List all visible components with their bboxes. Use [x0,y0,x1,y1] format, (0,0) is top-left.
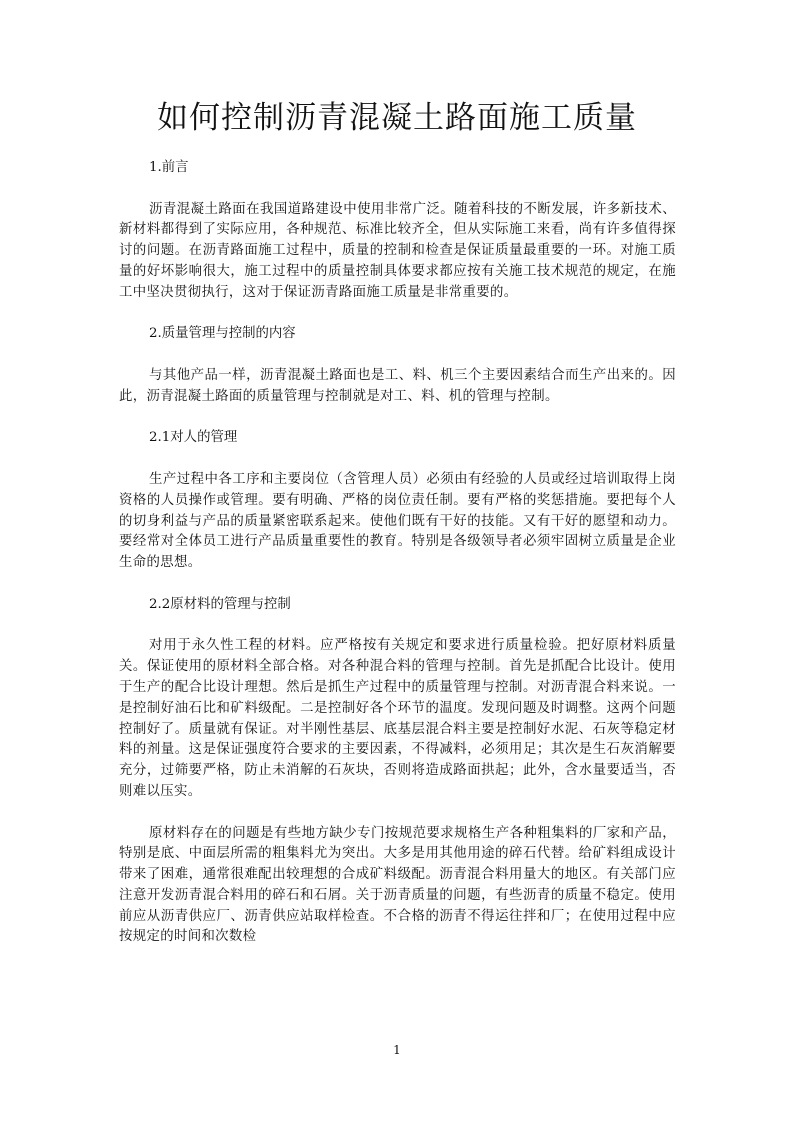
paragraph-materials-issues: 原材料存在的问题是有些地方缺少专门按规范要求规格生产各种粗集料的厂家和产品，特别是底、中面层所需的粗集料尤为突出。大多是用其他用途的碎石代替。给矿料组成设计带来了困难，通常很难配出较理想的合成矿料级配。沥青混合料用量大的地区。有关部门应注意开发沥青混合料用的碎石和石屑。关于沥青质量的问题，有些沥青的质量不稳定。使用前应从沥青供应厂、沥青供应站取样检查。不合格的沥青不得运往拌和厂；在使用过程中应按规定的时间和次数检 [119,825,676,945]
document-body [119,158,676,948]
paragraph-quality-management: 与其他产品一样，沥青混凝土路面也是工、料、机三个主要因素结合而生产出来的。因此，沥青混凝土路面的质量管理与控制就是对工、料、机的管理与控制。 [119,367,676,404]
section-heading-personnel: 2.1对人的管理 [149,430,238,446]
page-title: 如何控制沥青混凝土路面施工质量 [157,100,637,136]
page-number: 1 [393,1043,401,1057]
paragraph-personnel: 生产过程中各工序和主要岗位（含管理人员）必须由有经验的人员或经过培训取得上岗资格的人员操作或管理。要有明确、严格的岗位责任制。要有严格的奖惩措施。要把每个人的切身利益与产品的质量紧密联系起来。使他们既有干好的技能。又有干好的愿望和动力。要经常对全体员工进行产品质量重要性的教育。特别是各级领导者必须牢固树立质量是企业生命的思想。 [119,471,676,571]
paragraph-intro: 沥青混凝土路面在我国道路建设中使用非常广泛。随着科技的不断发展，许多新技术、新材料都得到了实际应用，各种规范、标准比较齐全，但从实际施工来看，尚有许多值得探讨的问题。在沥青路面施工过程中，质量的控制和检查是保证质量最重要的一环。对施工质量的好坏影响很大，施工过程中的质量控制具体要求都应按有关施工技术规范的规定，在施工中坚决贯彻执行，这对于保证沥青路面施工质量是非常重要的。 [119,201,676,300]
section-heading-materials: 2.2原材料的管理与控制 [149,596,291,612]
paragraph-materials-control: 对用于永久性工程的材料。应严格按有关规定和要求进行质量检验。把好原材料质量关。保证使用的原材料全部合格。对各种混合料的管理与控制。首先是抓配合比设计。使用于生产的配合比设计理想。然后是抓生产过程中的质量管理与控制。对沥青混合料来说。一是控制好油石比和矿料级配。二是控制好各个环节的温度。发现问题及时调整。这两个问题控制好了。质量就有保证。对半刚性基层、底基层混合料主要是控制好水泥、石灰等稳定材料的剂量。这是保证强度符合要求的主要因素，不得减料，必须用足；其次是生石灰消解要充分，过筛要严格，防止未消解的石灰块，否则将造成路面拱起；此外，含水量要适当，否则难以压实。 [119,638,676,799]
section-heading-quality-management: 2.质量管理与控制的内容 [149,326,296,342]
section-heading-intro: 1.前言 [149,160,189,175]
